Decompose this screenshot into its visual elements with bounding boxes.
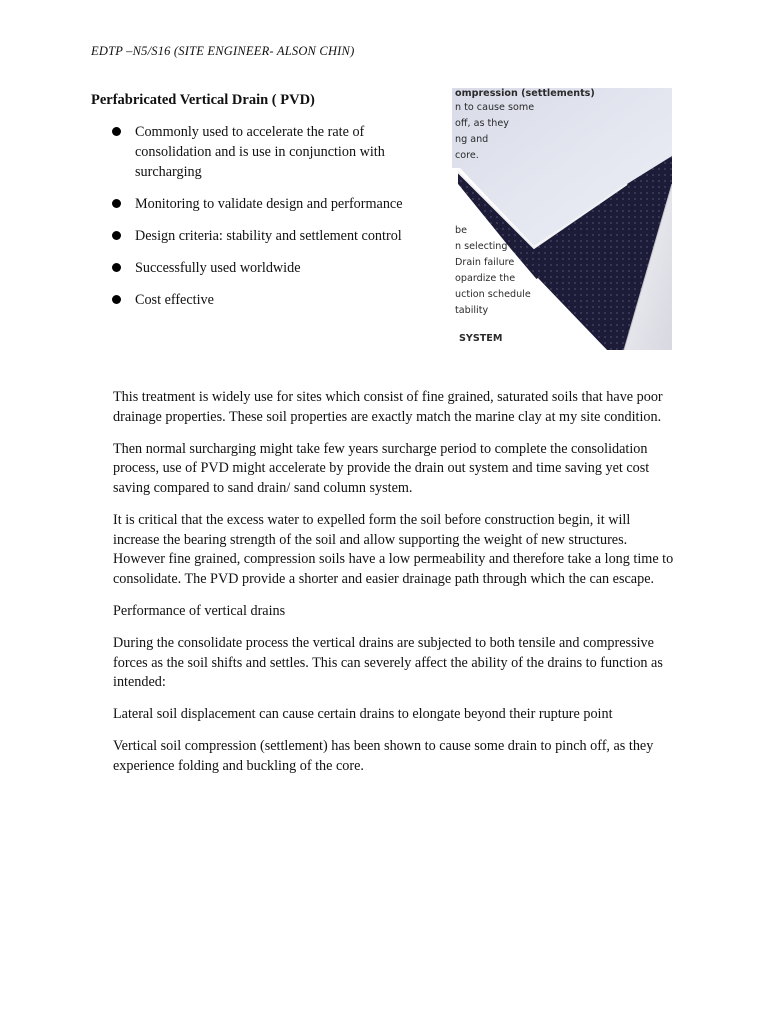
paragraph: Then normal surcharging might take few years surcharge period to complete the consolidation process, use of PVD might accelerate by provide the drain out system and time saving yet cost saving compared to sand drain/ sand column system. [113, 440, 650, 496]
bullet-item [112, 290, 442, 310]
bullet-item [112, 258, 442, 278]
bullet-text: Successfully used worldwide [135, 260, 301, 276]
photo-caption-line: off, as they [455, 118, 509, 129]
photo-caption-line: SYSTEM [459, 333, 503, 344]
bullet-icon [112, 199, 121, 208]
bullet-text: Cost effective [135, 292, 214, 308]
photo-caption-line: tability [455, 305, 489, 316]
bullet-text: Design criteria: stability and settlement control [135, 228, 402, 244]
photo-caption-line: ng and [455, 134, 489, 145]
photo-caption-line: opardize the [455, 273, 516, 284]
bullet-item [112, 226, 442, 246]
photo-caption-line: n selecting [455, 241, 508, 252]
bullet-text: Monitoring to validate design and performance [135, 196, 403, 212]
paragraph: Lateral soil displacement can cause certain drains to elongate beyond their rupture point [113, 706, 613, 723]
subheading: Performance of vertical drains [113, 602, 286, 619]
bullet-item [112, 122, 442, 182]
page-header: EDTP –N5/S16 (SITE ENGINEER- ALSON CHIN) [91, 44, 355, 58]
photo-caption-line: core. [455, 150, 479, 161]
paragraph: It is critical that the excess water to expelled form the soil before construction begin, it will increase the bearing strength of the soil and allow supporting the weight of new structures. However fine grained, compression soils have a low permeability and therefore take a long time to consolidate. The PVD provide a shorter and easier drainage path through which the can escape. [113, 511, 674, 587]
bullet-list [112, 122, 442, 322]
bullet-text: Commonly used to accelerate the rate of consolidation and is use in conjunction with surcharging [135, 124, 385, 180]
paragraph: This treatment is widely use for sites which consist of fine grained, saturated soils that have poor drainage properties. These soil properties are exactly match the marine clay at my site condition. [113, 389, 663, 425]
bullet-item [112, 194, 442, 214]
photo-caption-line: uction schedule [455, 289, 531, 300]
photo-caption-line: be [455, 225, 467, 236]
bullet-icon [112, 295, 121, 304]
paragraph: Vertical soil compression (settlement) has been shown to cause some drain to pinch off, as they experience folding and buckling of the core. [113, 738, 654, 774]
photo-caption-line: Drain failure [455, 257, 515, 268]
paragraph: During the consolidate process the vertical drains are subjected to both tensile and compressive forces as the soil shifts and settles. This can severely affect the ability of the drains to function as intended: [113, 634, 663, 691]
bullet-icon [112, 263, 121, 272]
section-title: Perfabricated Vertical Drain ( PVD) [91, 92, 315, 108]
bullet-icon [112, 127, 121, 136]
pvd-drain-photo [452, 88, 672, 350]
photo-caption-line: n to cause some [455, 102, 535, 113]
bullet-icon [112, 231, 121, 240]
photo-caption-line: ompression (settlements) [455, 88, 595, 99]
body-text [113, 388, 678, 789]
